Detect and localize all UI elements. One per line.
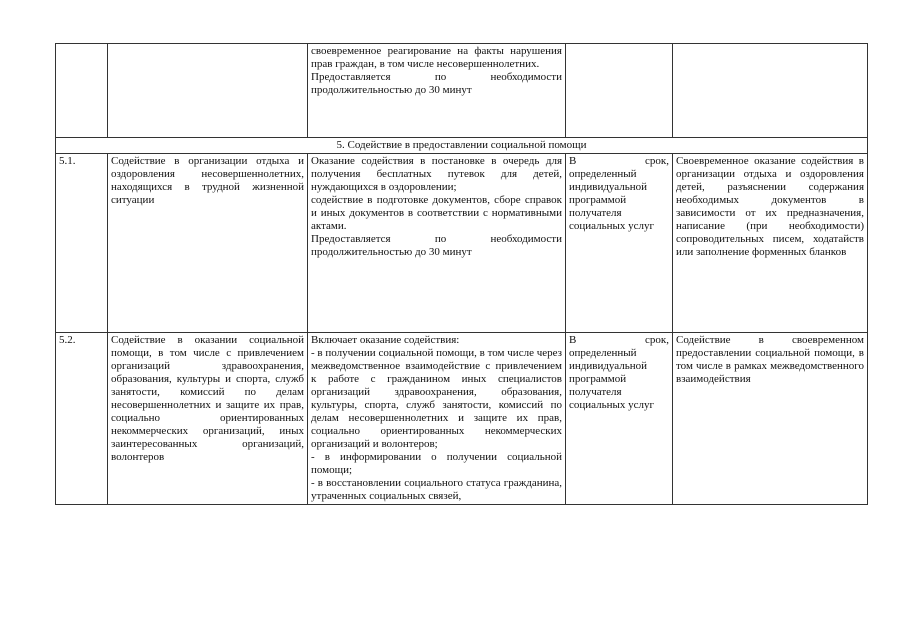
service-term: В срок, определенный индивидуальной программой получателя социальных услуг xyxy=(566,154,673,333)
description-paragraph: Предоставляется по необходимости продолжительностью до 30 минут xyxy=(311,233,562,258)
service-result: Содействие в своевременном предоставлении социальной помощи, в том числе в рамках межведомственного взаимодействия xyxy=(673,333,868,505)
table-row-continuation xyxy=(56,44,868,138)
description-paragraph: - в получении социальной помощи, в том числе через межведомственное взаимодействие с привлечением к работе с гражданином иных специалистов организаций здравоохранения, образования, культуры, спорта, служб занятости, комиссий по делам несовершеннолетних и защите их прав, социально ориентированных некоммерческих организаций и волонтеров; xyxy=(311,347,562,450)
row-number: 5.2. xyxy=(56,333,108,505)
service-description xyxy=(308,154,566,333)
cell-description xyxy=(308,44,566,138)
table-row xyxy=(56,333,868,505)
section-title: 5. Содействие в предоставлении социальной помощи xyxy=(56,138,868,154)
service-result: Своевременное оказание содействия в организации отдыха и оздоровления детей, разъяснении содержания необходимых документов в зависимости от их предназначения, написание (при необходимости) сопроводительных писем, ходатайств или заполнение форменных бланков xyxy=(673,154,868,333)
description-paragraph: своевременное реагирование на факты нарушения прав граждан, в том числе несовершеннолетних. xyxy=(311,45,562,70)
service-name: Содействие в организации отдыха и оздоровления несовершеннолетних, находящихся в трудной жизненной ситуации xyxy=(108,154,308,333)
description-paragraph: содействие в подготовке документов, сборе справок и иных документов в соответствии с нормативными актами. xyxy=(311,194,562,232)
description-paragraph: Оказание содействия в постановке в очередь для получения бесплатных путевок для детей, нуждающихся в оздоровлении; xyxy=(311,155,562,193)
description-paragraph: - в информировании о получении социальной помощи; xyxy=(311,451,562,476)
section-header-row xyxy=(56,138,868,154)
description-paragraph: Включает оказание содействия: xyxy=(311,334,460,346)
service-name: Содействие в оказании социальной помощи, в том числе с привлечением организаций здравоохранения, образования, культуры и спорта, служб занятости, комиссий по делам несовершеннолетних и защите их прав, социально ориентированных некоммерческих организаций, иных заинтересованных организаций, волонтеров xyxy=(108,333,308,505)
services-table xyxy=(55,43,868,505)
row-number: 5.1. xyxy=(56,154,108,333)
description-paragraph: Предоставляется по необходимости продолжительностью до 30 минут xyxy=(311,71,562,96)
service-term: В срок, определенный индивидуальной программой получателя социальных услуг xyxy=(566,333,673,505)
description-paragraph: - в восстановлении социального статуса гражданина, утраченных социальных связей, xyxy=(311,477,562,502)
cell-name xyxy=(108,44,308,138)
table-row xyxy=(56,154,868,333)
cell-result xyxy=(673,44,868,138)
service-description xyxy=(308,333,566,505)
cell-number xyxy=(56,44,108,138)
cell-term xyxy=(566,44,673,138)
